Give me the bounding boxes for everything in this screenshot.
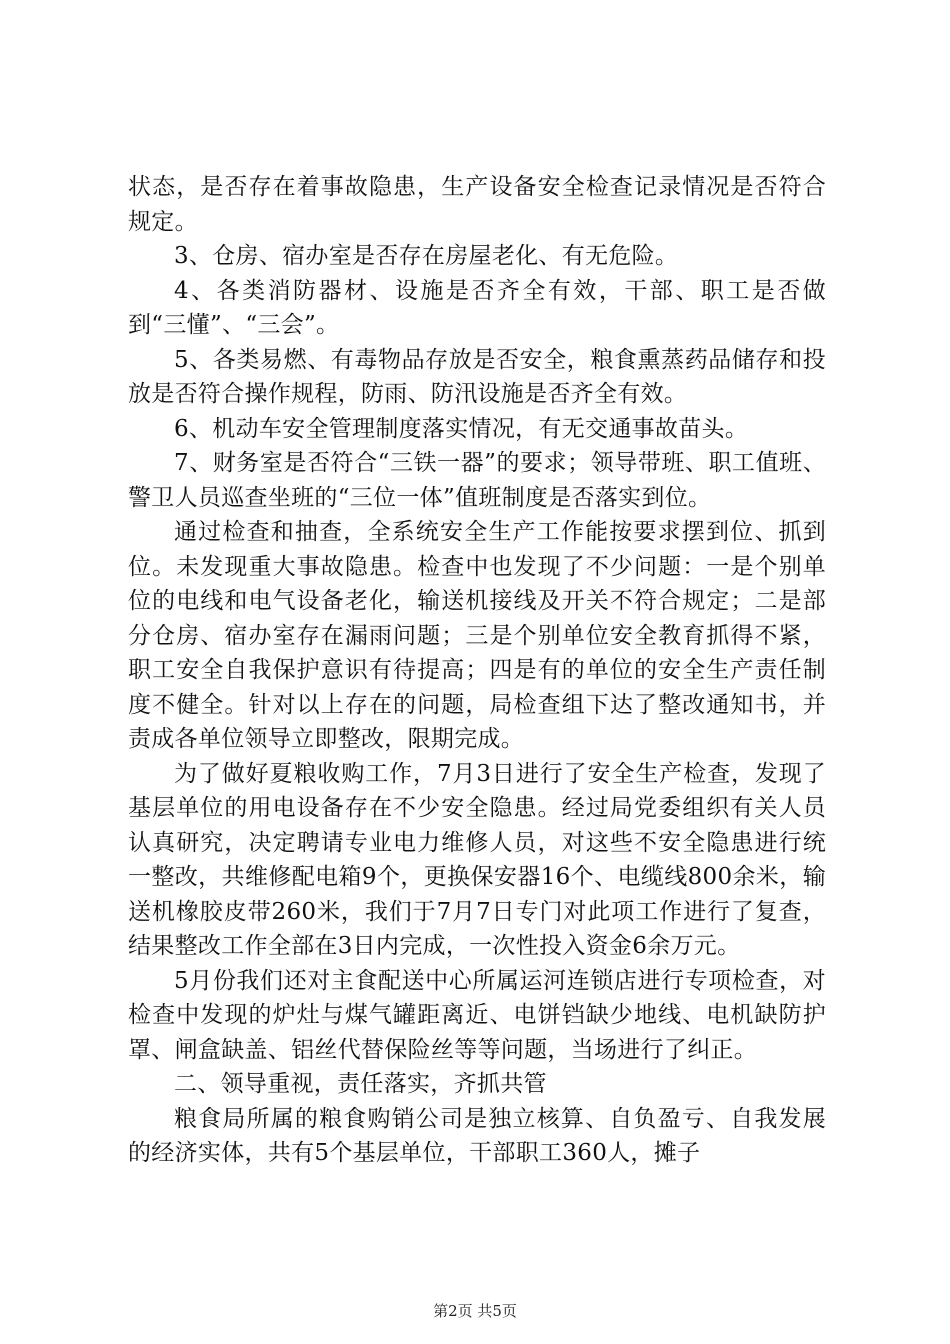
paragraph: 5、各类易燃、有毒物品存放是否安全，粮食熏蒸药品储存和投放是否符合操作规程，防雨、防汛设施是否齐全有效。	[128, 346, 826, 407]
paragraph: 7、财务室是否符合“三铁一器”的要求；领导带班、职工值班、警卫人员巡查坐班的“三位一体”值班制度是否落实到位。	[128, 450, 826, 511]
document-body	[128, 170, 826, 1171]
paragraph: 6、机动车安全管理制度落实情况，有无交通事故苗头。	[174, 415, 749, 442]
section-heading: 二、领导重视，责任落实，齐抓共管	[174, 1071, 547, 1097]
paragraph: 3、仓房、宿办室是否存在房屋老化、有无危险。	[174, 243, 679, 269]
paragraph: 通过检查和抽查，全系统安全生产工作能按要求摆到位、抓到位。未发现重大事故隐患。检查中也发现了不少问题：一是个别单位的电线和电气设备老化，输送机接线及开关不符合规定；二是部分仓房、宿办室存在漏雨问题；三是个别单位安全教育抓得不紧，职工安全自我保护意识有待提高；四是有的单位的安全生产责任制度不健全。针对以上存在的问题，局检查组下达了整改通知书，并责成各单位领导立即整改，限期完成。	[128, 519, 826, 752]
paragraph: 为了做好夏粮收购工作，7月3日进行了安全生产检查，发现了基层单位的用电设备存在不少安全隐患。经过局党委组织有关人员认真研究，决定聘请专业电力维修人员，对这些不安全隐患进行统一整改，共维修配电箱9个，更换保安器16个、电缆线800余米，输送机橡胶皮带260米，我们于7月7日专门对此项工作进行了复查，结果整改工作全部在3日内完成，一次性投入资金6余万元。	[128, 760, 826, 959]
page-number: 第2页 共5页	[433, 1302, 517, 1320]
paragraph: 4、各类消防器材、设施是否齐全有效，干部、职工是否做到“三懂”、“三会”。	[128, 277, 826, 338]
paragraph: 状态，是否存在着事故隐患，生产设备安全检查记录情况是否符合规定。	[128, 174, 826, 235]
paragraph: 5月份我们还对主食配送中心所属运河连锁店进行专项检查，对检查中发现的炉灶与煤气罐距离近、电饼铛缺少地线、电机缺防护罩、闸盒缺盖、铝丝代替保险丝等等问题，当场进行了纠正。	[128, 967, 826, 1063]
paragraph: 粮食局所属的粮食购销公司是独立核算、自负盈亏、自我发展的经济实体，共有5个基层单位，干部职工360人，摊子	[128, 1105, 826, 1166]
